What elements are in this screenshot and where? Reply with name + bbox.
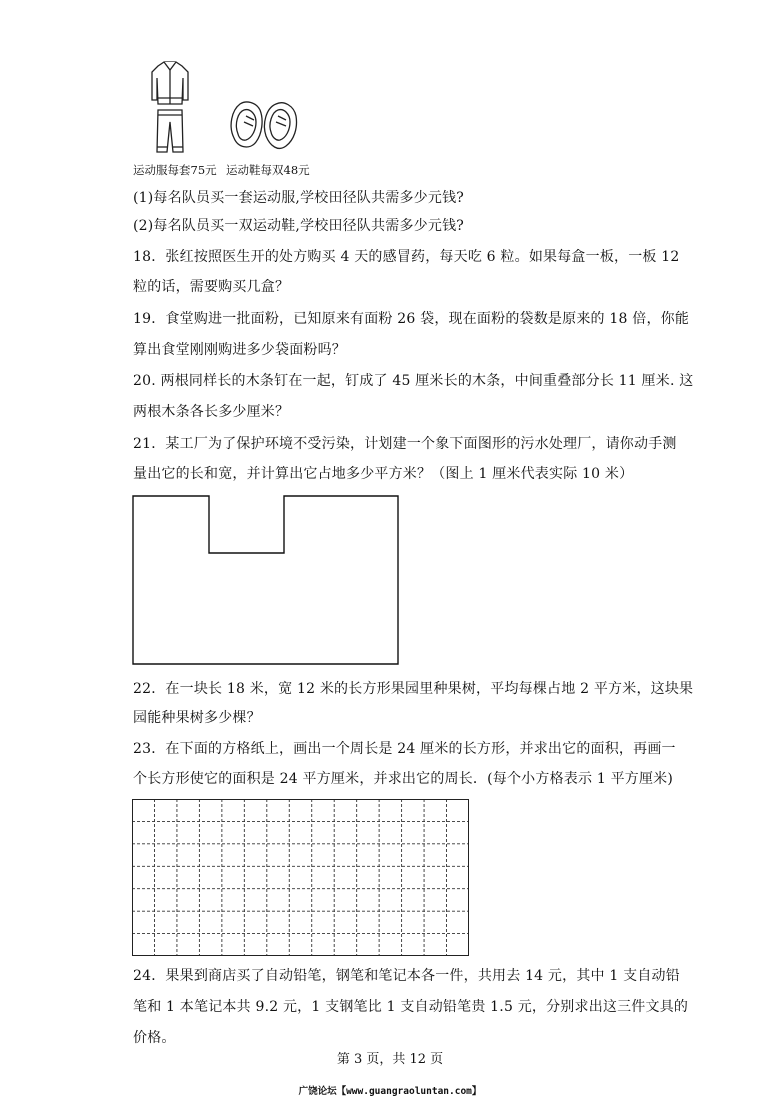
sneakers-icon <box>226 96 302 156</box>
question-18-line-1: 18．张红按照医生开的处方购买 4 天的感冒药，每天吃 6 粒。如果每盒一板，一板 12 <box>133 249 680 265</box>
tracksuit-caption: 运动服每套75元 <box>133 163 217 177</box>
page-number-footer: 第 3 页，共 12 页 <box>336 1052 444 1067</box>
question-17-part-1: (1)每名队员买一套运动服,学校田径队共需多少元钱? <box>133 190 464 206</box>
sneakers-caption: 运动鞋每双48元 <box>226 163 310 177</box>
question-23-line-2: 个长方形使它的面积是 24 平方厘米，并求出它的周长．(每个小方格表示 1 平方厘米) <box>133 771 674 787</box>
question-20-line-1: 20. 两根同样长的木条钉在一起，钉成了 45 厘米长的木条，中间重叠部分长 11 厘米. 这 <box>133 373 694 389</box>
question-21-line-2: 量出它的长和宽，并计算出它占地多少平方米？（图上 1 厘米代表实际 10 米） <box>133 466 634 482</box>
factory-outline <box>133 496 398 664</box>
grid-paper[interactable] <box>132 799 470 957</box>
question-21-line-1: 21．某工厂为了保护环境不受污染，计划建一个象下面图形的污水处理厂，请你动手测 <box>133 436 677 452</box>
question-17-part-2: (2)每名队员买一双运动鞋,学校田径队共需多少元钱? <box>133 218 464 234</box>
question-20-line-2: 两根木条各长多少厘米？ <box>133 404 290 420</box>
question-24-line-2: 笔和 1 本笔记本共 9.2 元，1 支钢笔比 1 支自动铅笔贵 1.5 元，分别求出这三件文具的 <box>133 999 689 1015</box>
question-19-line-2: 算出食堂刚刚购进多少袋面粉吗？ <box>133 342 346 358</box>
question-18-line-2: 粒的话，需要购买几盒？ <box>133 279 290 295</box>
question-22-line-2: 园能种果树多少棵？ <box>133 710 261 726</box>
question-24-line-1: 24．果果到商店买了自动铅笔，钢笔和笔记本各一件，共用去 14 元，其中 1 支自动铅 <box>133 968 680 984</box>
question-24-line-3: 价格。 <box>133 1030 176 1046</box>
factory-outline-figure <box>132 494 400 666</box>
question-19-line-1: 19．食堂购进一批面粉，已知原来有面粉 26 袋，现在面粉的袋数是原来的 18 倍，你能 <box>133 311 690 327</box>
tracksuit-icon <box>148 60 192 158</box>
question-23-line-1: 23．在下面的方格纸上，画出一个周长是 24 厘米的长方形，并求出它的面积，再画一 <box>133 741 676 757</box>
question-22-line-1: 22．在一块长 18 米，宽 12 米的长方形果园里种果树，平均每棵占地 2 平方米，这块果 <box>133 681 694 697</box>
site-watermark: 广饶论坛【www.guangraoluntan.com】 <box>298 1086 482 1097</box>
